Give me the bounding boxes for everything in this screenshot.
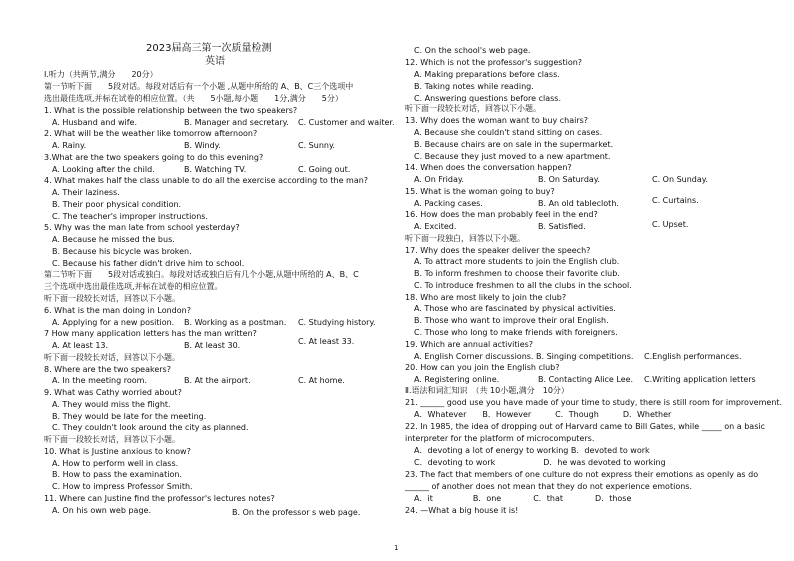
text-line: C．devoting to work D．he was devoted to working xyxy=(414,458,666,467)
text-line: 9. What was Cathy worried about? xyxy=(44,388,182,397)
text-line: A．devoting a lot of energy to working B．devoted to work xyxy=(414,446,650,455)
text-line: A. Applying for a new position. xyxy=(52,318,175,327)
text-line: C. Because his father didn't drive him to school. xyxy=(52,259,245,268)
text-line: 第一节听下面 5段对话。每段对话后有一个小题 ,从题中所给的 A、B、C三个选项中 xyxy=(44,82,354,91)
text-line: A. Making preparations before class. xyxy=(414,70,560,79)
text-line: C. At home. xyxy=(298,376,345,385)
text-line: A. Rainy. xyxy=(52,141,87,150)
text-line: B. On the professor s web page. xyxy=(232,508,361,517)
text-line: 5. Why was the man late from school yesterday? xyxy=(44,223,240,232)
text-line: ______ of another does not mean that they do not experience emotions. xyxy=(405,482,692,491)
text-line: C. To introduce freshmen to all the clubs in the school. xyxy=(414,281,632,290)
text-line: 10. What is Justine anxious to know? xyxy=(44,447,191,456)
text-line: 1. What is the possible relationship between the two speakers? xyxy=(44,106,298,115)
text-line: B. Watching TV. xyxy=(184,165,247,174)
text-line: 24. —What a big house it is! xyxy=(405,506,519,515)
text-line: C. Curtains. xyxy=(652,196,699,205)
text-line: 听下面一段较长对话，回答以下小题。 xyxy=(405,104,541,113)
text-line: C. On Sunday. xyxy=(652,175,708,184)
text-line: A. On his own web page. xyxy=(52,506,151,515)
text-line: C. At least 33. xyxy=(298,337,355,346)
text-line: B. Their poor physical condition. xyxy=(52,200,182,209)
text-line: 听下面一段较长对话，回答以下小题。 xyxy=(44,435,180,444)
text-line: A. Those who are fascinated by physical activities. xyxy=(414,304,616,313)
text-line: B. An old tablecloth. xyxy=(538,199,619,208)
text-line: 第二节听下面 5段对话或独白。每段对话或独白后有几个小题,从题中所给的 A、B、C xyxy=(44,270,359,279)
text-line: 12. Which is not the professor's suggestion? xyxy=(405,58,583,67)
text-line: 2. What will be the weather like tomorrow afternoon? xyxy=(44,129,258,138)
text-line: interpreter for the platform of microcomputers. xyxy=(405,434,595,443)
text-line: B. Because chairs are on sale in the supermarket. xyxy=(414,140,614,149)
text-line: C. Because they just moved to a new apartment. xyxy=(414,152,611,161)
text-line: A．it B．one C．that D．those xyxy=(414,494,632,503)
text-line: A. To attract more students to join the English club. xyxy=(414,257,620,266)
text-line: C. Those who long to make friends with foreigners. xyxy=(414,328,618,337)
text-line: C.Writing application letters xyxy=(644,375,756,384)
text-line: C. On the school's web page. xyxy=(414,46,531,55)
text-line: B. How to pass the examination. xyxy=(52,470,182,479)
text-line: 三个选项中选出最佳选项,并标在试卷的相应位置。 xyxy=(44,282,223,291)
text-line: A. Husband and wife. xyxy=(52,118,137,127)
text-line: 6. What is the man doing in London? xyxy=(44,306,191,315)
text-line: B. Satisfied. xyxy=(538,222,586,231)
text-line: C. Customer and waiter. xyxy=(298,118,395,127)
text-line: B. To inform freshmen to choose their favorite club. xyxy=(414,269,620,278)
text-line: 16. How does the man probably feel in the end? xyxy=(405,210,598,219)
text-line: 13. Why does the woman want to buy chairs? xyxy=(405,116,589,125)
text-line: A. Registering online. xyxy=(414,375,500,384)
text-line: 23. The fact that members of one culture do not express their emotions as openly as do xyxy=(405,470,759,479)
text-line: 选出最佳选项,并标在试卷的相应位置。（共 5小题,每小题 1分,满分 5分） xyxy=(44,94,343,103)
text-line: A. On Friday. xyxy=(414,175,464,184)
text-line: B. On Saturday. xyxy=(538,175,600,184)
exam-subject: 英语 xyxy=(205,56,225,67)
text-line: B. Because his bicycle was broken. xyxy=(52,247,192,256)
text-line: 7 How many application letters has the man written? xyxy=(44,329,257,338)
text-line: C.English performances. xyxy=(644,352,742,361)
text-line: Ⅱ.语法和词汇知识 （共 10小题,满分 10分） xyxy=(405,386,569,395)
text-line: 15. What is the woman going to buy? xyxy=(405,187,555,196)
text-line: A. At least 13. xyxy=(52,341,109,350)
text-line: C. Studying history. xyxy=(298,318,376,327)
text-line: A. Their laziness. xyxy=(52,188,120,197)
text-line: C. The teacher's improper instructions. xyxy=(52,212,208,221)
text-line: C. Going out. xyxy=(298,165,351,174)
text-line: 14. When does the conversation happen? xyxy=(405,163,572,172)
text-line: 听下面一段较长对话，回答以下小题。 xyxy=(44,294,180,303)
text-line: A. Because he missed the bus. xyxy=(52,235,175,244)
text-line: B. Manager and secretary. xyxy=(184,118,289,127)
text-line: B. Those who want to improve their oral English. xyxy=(414,316,609,325)
text-line: 22. In 1985, the idea of dropping out of Harvard came to Bill Gates, while _____ on a basic xyxy=(405,422,765,431)
text-line: 听下面一段独白，回答以下小题。 xyxy=(405,234,525,243)
text-line: 20. How can you join the English club? xyxy=(405,363,560,372)
text-line: B. Contacting Alice Lee. xyxy=(538,375,634,384)
text-line: B. They would be late for the meeting. xyxy=(52,412,207,421)
text-line: A. Because she couldn't stand sitting on cases. xyxy=(414,128,603,137)
text-line: C. Sunny. xyxy=(298,141,336,150)
text-line: C. Upset. xyxy=(652,220,689,229)
text-line: C. How to impress Professor Smith. xyxy=(52,482,193,491)
text-line: B. At the airport. xyxy=(184,376,251,385)
text-line: 4. What makes half the class unable to do all the exercise according to the man? xyxy=(44,176,369,185)
text-line: C. They couldn't look around the city as planned. xyxy=(52,423,249,432)
text-line: B. Working as a postman. xyxy=(184,318,287,327)
text-line: 听下面一段较长对话，回答以下小题。 xyxy=(44,353,180,362)
text-line: A. They would miss the flight. xyxy=(52,400,171,409)
text-line: A．Whatever B．However C．Though D．Whether xyxy=(414,410,672,419)
text-line: 8. Where are the two speakers? xyxy=(44,365,171,374)
text-line: C. Answering questions before class. xyxy=(414,94,562,103)
text-line: A. Excited. xyxy=(414,222,457,231)
text-line: B. At least 30. xyxy=(184,341,241,350)
text-line: B. Windy. xyxy=(184,141,221,150)
text-line: Ⅰ.听力（共两节,满分 20分） xyxy=(44,70,158,79)
text-line: 21. ______ good use you have made of your time to study, there is still room for improvement. xyxy=(405,398,783,407)
text-line: 19. Which are annual activities? xyxy=(405,340,534,349)
text-line: B. Taking notes while reading. xyxy=(414,82,534,91)
exam-title: 2023届高三第一次质量检测 xyxy=(146,43,272,54)
text-line: A. Looking after the child. xyxy=(52,165,155,174)
text-line: 17. Why does the speaker deliver the speech? xyxy=(405,246,591,255)
text-line: 11. Where can Justine find the professor's lectures notes? xyxy=(44,494,275,503)
text-line: 18. Who are most likely to join the club? xyxy=(405,293,567,302)
page-number: 1 xyxy=(394,544,399,552)
text-line: 3.What are the two speakers going to do this evening? xyxy=(44,153,264,162)
text-line: A. In the meeting room. xyxy=(52,376,147,385)
text-line: A. Packing cases. xyxy=(414,199,483,208)
text-line: A. How to perform well in class. xyxy=(52,459,179,468)
text-line: A. English Corner discussions. B. Singing competitions. xyxy=(414,352,634,361)
